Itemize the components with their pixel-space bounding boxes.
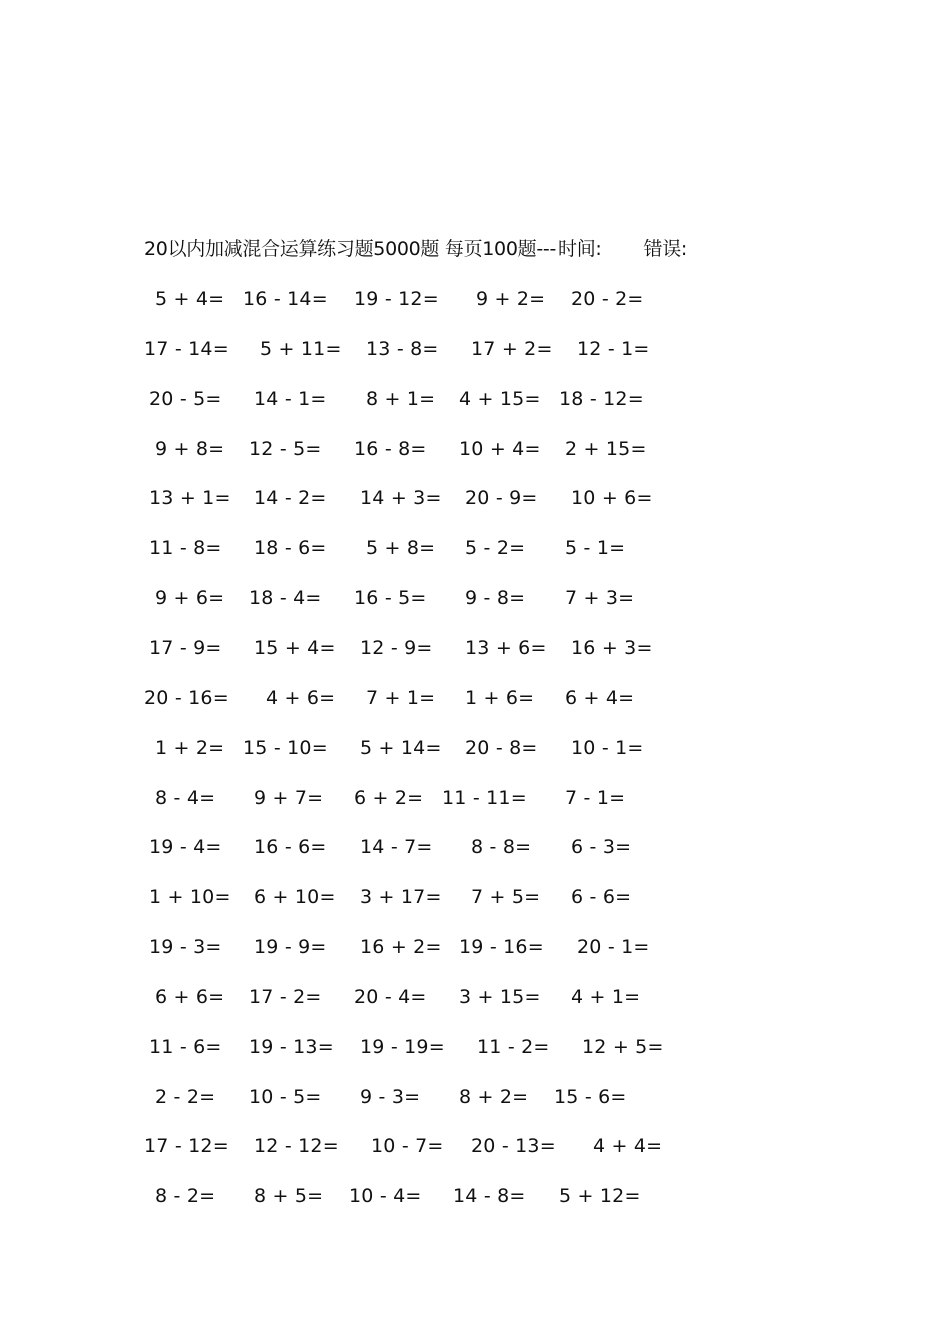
problem-item: 8 - 2= bbox=[155, 1185, 216, 1207]
problem-item: 14 + 3= bbox=[360, 487, 442, 509]
problem-item: 16 - 8= bbox=[354, 438, 427, 460]
problem-item: 5 - 1= bbox=[565, 537, 626, 559]
problem-item: 15 - 10= bbox=[243, 737, 328, 759]
problem-item: 11 - 6= bbox=[149, 1036, 222, 1058]
problem-item: 8 - 8= bbox=[471, 836, 532, 858]
problem-item: 6 + 2= bbox=[354, 787, 424, 809]
errors-label: 错误: bbox=[643, 238, 688, 260]
problem-item: 20 - 2= bbox=[571, 288, 644, 310]
problem-item: 12 - 5= bbox=[249, 438, 322, 460]
problem-item: 10 - 4= bbox=[349, 1185, 422, 1207]
problem-item: 9 + 8= bbox=[155, 438, 225, 460]
problem-item: 15 - 6= bbox=[554, 1086, 627, 1108]
problem-item: 14 - 1= bbox=[254, 388, 327, 410]
problem-item: 16 + 3= bbox=[571, 637, 653, 659]
problem-item: 4 + 1= bbox=[571, 986, 641, 1008]
problem-item: 18 - 4= bbox=[249, 587, 322, 609]
time-label: 时间: bbox=[558, 238, 602, 260]
problem-item: 17 + 2= bbox=[471, 338, 553, 360]
problem-item: 20 - 1= bbox=[577, 936, 650, 958]
problem-item: 17 - 2= bbox=[249, 986, 322, 1008]
problem-item: 12 - 1= bbox=[577, 338, 650, 360]
problem-item: 12 - 12= bbox=[254, 1135, 339, 1157]
problem-item: 3 + 15= bbox=[459, 986, 541, 1008]
problem-item: 10 - 7= bbox=[371, 1135, 444, 1157]
problem-item: 8 + 5= bbox=[254, 1185, 324, 1207]
problem-item: 18 - 6= bbox=[254, 537, 327, 559]
problem-item: 12 + 5= bbox=[582, 1036, 664, 1058]
problem-item: 2 + 15= bbox=[565, 438, 647, 460]
problem-item: 1 + 2= bbox=[155, 737, 225, 759]
problem-item: 9 + 7= bbox=[254, 787, 324, 809]
problem-item: 17 - 14= bbox=[144, 338, 229, 360]
problem-item: 13 + 1= bbox=[149, 487, 231, 509]
problem-item: 8 + 1= bbox=[366, 388, 436, 410]
problem-item: 10 + 6= bbox=[571, 487, 653, 509]
problem-item: 13 + 6= bbox=[465, 637, 547, 659]
problem-item: 10 - 1= bbox=[571, 737, 644, 759]
problem-item: 4 + 15= bbox=[459, 388, 541, 410]
problem-item: 14 - 7= bbox=[360, 836, 433, 858]
problem-item: 1 + 6= bbox=[465, 687, 535, 709]
problem-item: 10 - 5= bbox=[249, 1086, 322, 1108]
problem-item: 12 - 9= bbox=[360, 637, 433, 659]
problem-item: 6 + 4= bbox=[565, 687, 635, 709]
problem-item: 2 - 2= bbox=[155, 1086, 216, 1108]
problem-item: 9 + 6= bbox=[155, 587, 225, 609]
problem-item: 16 - 5= bbox=[354, 587, 427, 609]
problem-item: 9 - 8= bbox=[465, 587, 526, 609]
problem-item: 16 - 14= bbox=[243, 288, 328, 310]
problem-item: 20 - 5= bbox=[149, 388, 222, 410]
problem-item: 7 + 5= bbox=[471, 886, 541, 908]
problem-item: 20 - 16= bbox=[144, 687, 229, 709]
problem-item: 5 + 8= bbox=[366, 537, 436, 559]
problem-item: 13 - 8= bbox=[366, 338, 439, 360]
problem-item: 9 - 3= bbox=[360, 1086, 421, 1108]
problem-item: 4 + 6= bbox=[266, 687, 336, 709]
problem-item: 16 + 2= bbox=[360, 936, 442, 958]
problem-item: 14 - 2= bbox=[254, 487, 327, 509]
worksheet-title: 20以内加减混合运算练习题5000题 每页100题--- bbox=[144, 238, 557, 260]
problem-item: 18 - 12= bbox=[559, 388, 644, 410]
problem-item: 8 + 2= bbox=[459, 1086, 529, 1108]
problem-item: 16 - 6= bbox=[254, 836, 327, 858]
problem-item: 20 - 9= bbox=[465, 487, 538, 509]
problem-item: 20 - 8= bbox=[465, 737, 538, 759]
problem-item: 19 - 16= bbox=[459, 936, 544, 958]
problem-item: 10 + 4= bbox=[459, 438, 541, 460]
problem-item: 11 - 2= bbox=[477, 1036, 550, 1058]
problem-item: 8 - 4= bbox=[155, 787, 216, 809]
problem-item: 20 - 4= bbox=[354, 986, 427, 1008]
problem-item: 5 + 12= bbox=[559, 1185, 641, 1207]
problem-item: 17 - 9= bbox=[149, 637, 222, 659]
problem-item: 20 - 13= bbox=[471, 1135, 556, 1157]
problem-item: 9 + 2= bbox=[476, 288, 546, 310]
problem-item: 17 - 12= bbox=[144, 1135, 229, 1157]
problem-item: 19 - 12= bbox=[354, 288, 439, 310]
problem-item: 6 + 6= bbox=[155, 986, 225, 1008]
problem-item: 19 - 4= bbox=[149, 836, 222, 858]
problem-item: 19 - 13= bbox=[249, 1036, 334, 1058]
problem-item: 7 + 1= bbox=[366, 687, 436, 709]
problem-item: 14 - 8= bbox=[453, 1185, 526, 1207]
problem-item: 15 + 4= bbox=[254, 637, 336, 659]
problem-item: 5 + 11= bbox=[260, 338, 342, 360]
problem-item: 7 - 1= bbox=[565, 787, 626, 809]
problem-item: 6 - 3= bbox=[571, 836, 632, 858]
problem-item: 5 + 14= bbox=[360, 737, 442, 759]
problem-item: 19 - 19= bbox=[360, 1036, 445, 1058]
problem-item: 3 + 17= bbox=[360, 886, 442, 908]
problem-item: 19 - 9= bbox=[254, 936, 327, 958]
problem-item: 5 - 2= bbox=[465, 537, 526, 559]
problem-item: 11 - 11= bbox=[442, 787, 527, 809]
problem-item: 5 + 4= bbox=[155, 288, 225, 310]
problem-item: 1 + 10= bbox=[149, 886, 231, 908]
problem-item: 19 - 3= bbox=[149, 936, 222, 958]
problem-item: 6 - 6= bbox=[571, 886, 632, 908]
problem-item: 4 + 4= bbox=[593, 1135, 663, 1157]
problem-item: 11 - 8= bbox=[149, 537, 222, 559]
problem-item: 6 + 10= bbox=[254, 886, 336, 908]
problem-item: 7 + 3= bbox=[565, 587, 635, 609]
